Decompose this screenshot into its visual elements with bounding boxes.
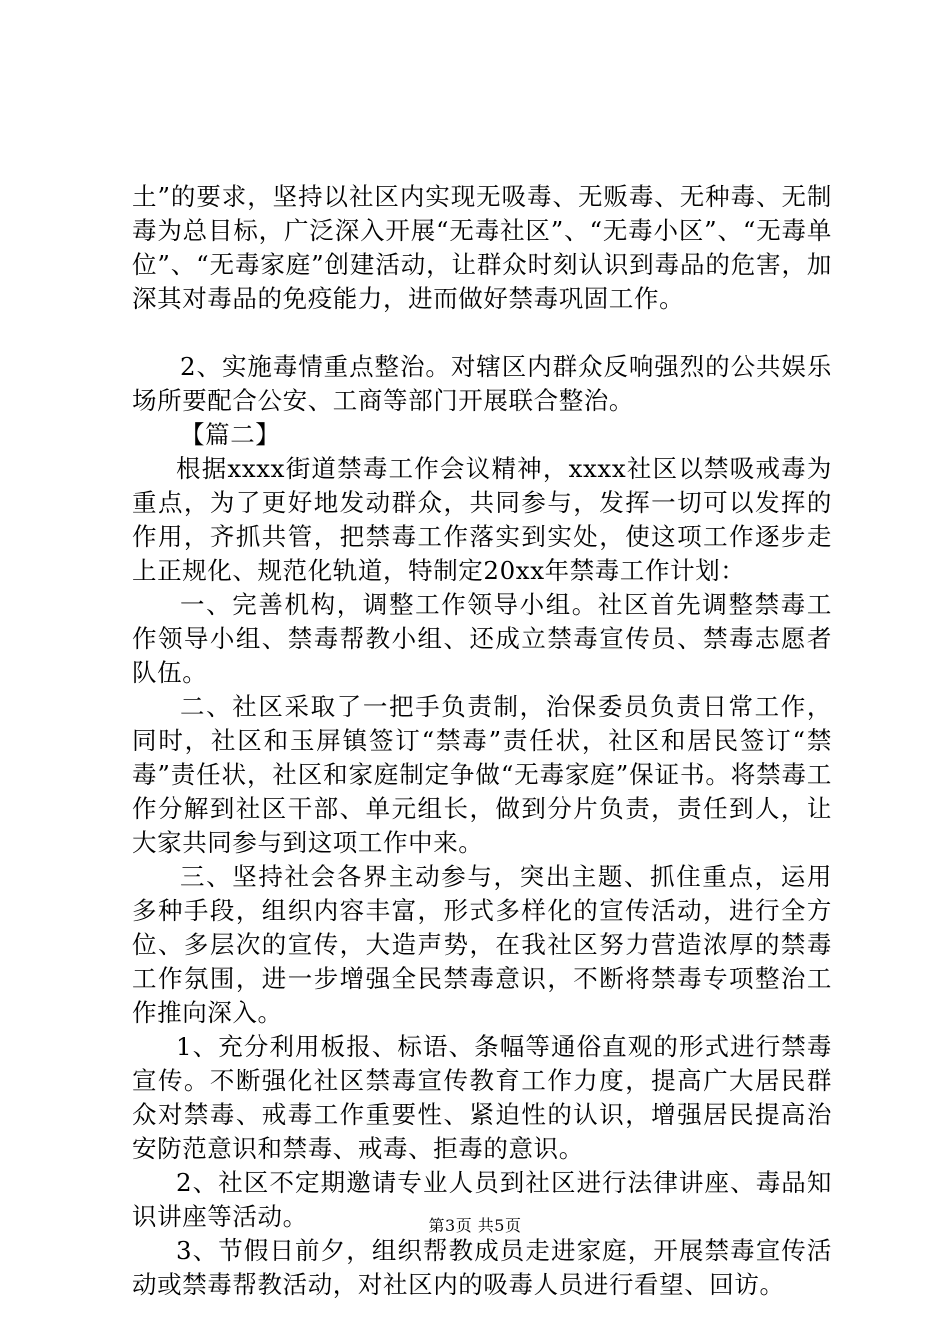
- paragraph-item-1: 1、充分利用板报、标语、条幅等通俗直观的形式进行禁毒宣传。不断强化社区禁毒宣传教育工作力度，提高广大居民群众对禁毒、戒毒工作重要性、紧迫性的认识，增强居民提高治安防范意识和禁毒、戒毒、拒毒的意识。: [132, 1032, 832, 1163]
- document-body: [132, 180, 832, 1302]
- page-number-footer: 第3页 共5页: [428, 1216, 522, 1235]
- paragraph-intro: 根据xxxx街道禁毒工作会议精神，xxxx社区以禁吸戒毒为重点，为了更好地发动群众，共同参与，发挥一切可以发挥的作用，齐抓共管，把禁毒工作落实到实处，使这项工作逐步走上正规化、规范化轨道，特制定20xx年禁毒工作计划：: [132, 454, 832, 585]
- paragraph-section-3: 三、坚持社会各界主动参与，突出主题、抓住重点，运用多种手段，组织内容丰富，形式多样化的宣传活动，进行全方位、多层次的宣传，大造声势，在我社区努力营造浓厚的禁毒工作氛围，进一步增强全民禁毒意识，不断将禁毒专项整治工作推向深入。: [132, 862, 832, 1027]
- section-heading: 【篇二】: [180, 420, 281, 449]
- paragraph-section-2: 二、社区采取了一把手负责制，治保委员负责日常工作，同时，社区和玉屏镇签订“禁毒”责任状，社区和居民签订“禁毒”责任状，社区和家庭制定争做“无毒家庭”保证书。将禁毒工作分解到社区干部、单元组长，做到分片负责，责任到人，让大家共同参与到这项工作中来。: [132, 692, 832, 857]
- paragraph-section-1: 一、完善机构，调整工作领导小组。社区首先调整禁毒工作领导小组、禁毒帮教小组、还成立禁毒宣传员、禁毒志愿者队伍。: [132, 590, 832, 687]
- paragraph-item-2b: 2、社区不定期邀请专业人员到社区进行法律讲座、毒品知识讲座等活动。: [132, 1168, 832, 1231]
- paragraph-continuation: 土”的要求，坚持以社区内实现无吸毒、无贩毒、无种毒、无制毒为总目标，广泛深入开展“无毒社区”、“无毒小区”、“无毒单位”、“无毒家庭”创建活动，让群众时刻认识到毒品的危害，加深其对毒品的免疫能力，进而做好禁毒巩固工作。: [132, 182, 832, 313]
- paragraph-item-2: 2、实施毒情重点整治。对辖区内群众反响强烈的公共娱乐场所要配合公安、工商等部门开展联合整治。: [132, 352, 832, 415]
- paragraph-item-3: 3、节假日前夕，组织帮教成员走进家庭，开展禁毒宣传活动或禁毒帮教活动，对社区内的吸毒人员进行看望、回访。: [132, 1236, 832, 1299]
